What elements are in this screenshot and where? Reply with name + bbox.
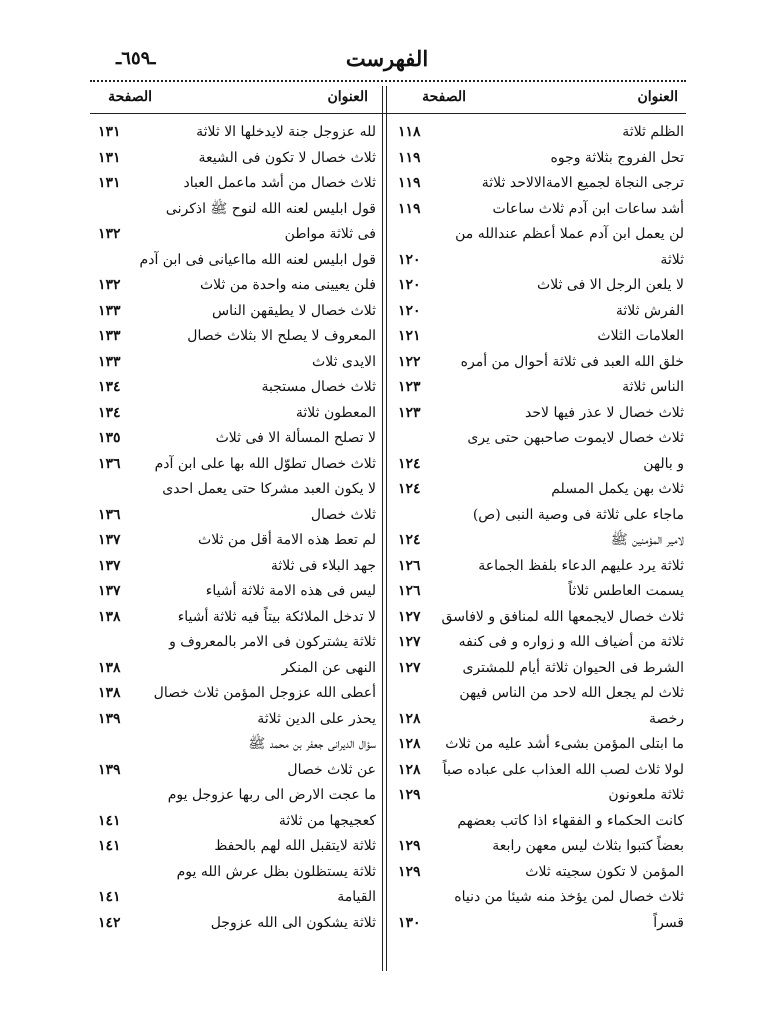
index-entry	[392, 120, 686, 146]
index-entry	[392, 273, 686, 299]
entry-title: جهد البلاء فى ثلاثة	[270, 557, 376, 574]
index-entry	[392, 605, 686, 631]
index-entry	[90, 375, 378, 401]
entry-page: ١٢٧	[398, 608, 421, 625]
index-entry	[392, 732, 686, 758]
page-title: الفهرست	[345, 46, 429, 71]
entry-title: ثلاثة	[660, 251, 684, 268]
entry-title: ثلاث بهن يكمل المسلم	[551, 481, 684, 497]
entry-title: لولا ثلاث لصب الله العذاب على عباده صباً	[442, 761, 684, 778]
index-entry	[392, 426, 686, 452]
index-entry	[392, 758, 686, 784]
column-divider	[382, 86, 383, 971]
entry-page: ١٣٦	[98, 506, 121, 523]
index-entry	[90, 911, 378, 937]
entry-title: ليس فى هذه الامة ثلاثة أشياء	[205, 583, 376, 599]
index-entry	[392, 911, 686, 937]
header-page-right: الصفحة	[422, 89, 466, 105]
index-entry	[90, 809, 378, 835]
entry-page: ١١٩	[398, 149, 421, 166]
entry-page: ١٣١	[98, 149, 121, 166]
entry-page: ١٢٦	[398, 583, 421, 599]
entry-page: ١٢٦	[398, 557, 421, 574]
entry-title: ثلاثة ملعونون	[608, 787, 684, 803]
entry-title: أعطى الله عزوجل المؤمن ثلاث خصال	[153, 685, 376, 701]
index-entry	[392, 528, 686, 554]
entry-title: ثلاث خصال	[310, 506, 376, 523]
entry-title: لله عزوجل جنة لايدخلها الا ثلاثة	[196, 124, 376, 140]
entry-page: ١٢٩	[398, 838, 421, 854]
entry-page: ١٣٨	[98, 685, 121, 701]
entry-title: كعجيجها من ثلاثة	[278, 812, 376, 829]
index-entry	[392, 171, 686, 197]
entry-page: ١٢٤	[398, 455, 421, 472]
entry-page: ١٣٣	[98, 328, 121, 344]
entry-title: ثلاث خصال تطوّل الله بها على ابن آدم	[154, 455, 376, 472]
index-entry	[392, 350, 686, 376]
entry-page: ١٣٦	[98, 455, 121, 472]
index-entry	[90, 197, 378, 223]
index-entry	[392, 885, 686, 911]
entry-title: يسمت العاطس ثلاثاً	[568, 583, 684, 599]
entry-page: ١٣٧	[98, 557, 121, 574]
entry-title: العلامات الثلاث	[597, 328, 684, 344]
entry-title: ما عجت الارض الى ربها عزوجل يوم	[167, 787, 376, 803]
entry-title: ثلاث خصال لايموت صاحبهن حتى يرى	[467, 430, 684, 446]
index-entry	[90, 120, 378, 146]
entry-page: ١٢٠	[398, 277, 421, 293]
index-entry	[90, 324, 378, 350]
entry-page: ١٢٠	[398, 251, 421, 268]
entry-page: ١٣٩	[98, 761, 121, 778]
entry-title: لا تدخل الملائكة بيتاً فيه ثلاثة أشياء	[177, 608, 376, 625]
index-entry	[90, 834, 378, 860]
entry-page: ١٢٠	[398, 302, 421, 319]
entry-title: ثلاثة لايتقبل الله لهم بالحفظ	[214, 838, 376, 854]
entry-title: الشرط فى الحيوان ثلاثة أيام للمشترى	[462, 659, 684, 676]
entry-page: ١١٨	[398, 124, 421, 140]
entry-title: قول ابليس لعنه الله لنوح ﷺ اذكرنى	[165, 200, 376, 217]
index-entry	[90, 707, 378, 733]
index-entry	[90, 783, 378, 809]
entry-title: عن ثلاث خصال	[287, 761, 376, 778]
index-entry	[90, 350, 378, 376]
entry-page: ١٣١	[98, 124, 121, 140]
entry-title: لن يعمل ابن آدم عملا أعظم عندالله من	[455, 226, 684, 242]
index-entry	[90, 273, 378, 299]
entry-title: لا يكون العبد مشركا حتى يعمل احدى	[162, 481, 376, 497]
entry-title: النهى عن المنكر	[281, 659, 376, 676]
index-entry	[90, 860, 378, 886]
entry-page: ١٢٣	[398, 404, 421, 421]
entry-title: قسراً	[653, 914, 684, 931]
entry-page: ١٣٧	[98, 532, 121, 548]
entry-title: لامير المؤمنين ﷺ	[610, 532, 684, 548]
index-entry	[90, 579, 378, 605]
entry-page: ١٣٣	[98, 302, 121, 319]
entry-page: ١٣٢	[98, 226, 121, 242]
index-entry	[90, 452, 378, 478]
entry-title: ثلاثة يستظلون بظل عرش الله يوم	[176, 863, 376, 880]
index-entry	[392, 452, 686, 478]
entry-title: يحذر على الدين ثلاثة	[257, 710, 376, 727]
entry-title: ثلاث خصال لا عذر فيها لاحد	[525, 404, 684, 421]
entry-title: ثلاثة يشكون الى الله عزوجل	[210, 914, 376, 931]
entry-title: ثلاث خصال لا تكون فى الشيعة	[198, 149, 376, 166]
page-number: ـ٦٥٩ـ	[116, 48, 156, 69]
entry-title: ماجاء على ثلاثة فى وصية النبى (ص)	[472, 506, 684, 523]
index-entry	[392, 299, 686, 325]
entry-title: سؤال الديرانى جعفر بن محمد ﷺ	[248, 736, 376, 752]
entry-page: ١٢١	[398, 328, 421, 344]
header-title-left: العنوان	[327, 89, 368, 105]
entry-title: المؤمن لا تكون سجيته ثلاث	[525, 863, 684, 880]
entry-title: الظلم ثلاثة	[622, 124, 684, 140]
entry-page: ١٢٤	[398, 532, 421, 548]
index-entry	[90, 732, 378, 758]
index-entry	[90, 554, 378, 580]
index-entry	[392, 503, 686, 529]
index-entry	[90, 605, 378, 631]
column-divider-inner	[386, 86, 387, 971]
index-entry	[392, 783, 686, 809]
entry-title: الناس ثلاثة	[622, 379, 684, 395]
entry-title: لم تعط هذه الامة أقل من ثلاث	[198, 532, 376, 548]
entry-page: ١٣٨	[98, 608, 121, 625]
entry-title: القيامة	[337, 889, 376, 905]
entry-title: بعضاً كتبوا بثلاث ليس معهن رابعة	[492, 838, 684, 854]
entry-title: فى ثلاثة مواطن	[284, 226, 376, 242]
entry-page: ١٢٨	[398, 736, 421, 752]
entry-page: ١٣٣	[98, 353, 121, 370]
index-entry	[392, 222, 686, 248]
index-entry	[90, 630, 378, 656]
entry-title: تحل الفروج بثلاثة وجوه	[550, 149, 684, 166]
index-entry	[392, 681, 686, 707]
index-entry	[392, 248, 686, 274]
entry-title: ثلاثة من أضياف الله و زواره و فى كنفه	[458, 634, 684, 650]
entry-page: ١٣٤	[98, 379, 121, 395]
entry-page: ١٤١	[98, 838, 121, 854]
index-entry	[90, 299, 378, 325]
index-entry	[392, 656, 686, 682]
entry-title: أشد ساعات ابن آدم ثلاث ساعات	[492, 200, 684, 217]
entry-title: ما ابتلى المؤمن بشىء أشد عليه من ثلاث	[445, 736, 684, 752]
index-entry	[392, 324, 686, 350]
index-entry	[90, 248, 378, 274]
index-entry	[90, 503, 378, 529]
entry-page: ١٣٧	[98, 583, 121, 599]
entry-page: ١٢٧	[398, 634, 421, 650]
entry-title: ثلاث خصال لمن يؤخذ منه شيئا من دنياه	[454, 889, 684, 905]
entry-page: ١٣٠	[398, 914, 421, 931]
entry-page: ١٣٢	[98, 277, 121, 293]
entry-title: الفرش ثلاثة	[615, 302, 684, 319]
entry-page: ١١٩	[398, 200, 421, 217]
table-header	[90, 86, 686, 112]
dotted-rule	[90, 80, 686, 82]
index-entry	[392, 809, 686, 835]
entry-page: ١٢٣	[398, 379, 421, 395]
index-entry	[90, 477, 378, 503]
entry-page: ١٤١	[98, 889, 121, 905]
header-rule	[90, 113, 686, 114]
entry-page: ١٢٩	[398, 787, 421, 803]
entry-page: ١٢٤	[398, 481, 421, 497]
entry-title: لا تصلح المسألة الا فى ثلاث	[215, 430, 376, 446]
entry-title: كانت الحكماء و الفقهاء اذا كاتب بعضهم	[457, 812, 684, 829]
entry-title: لا يلعن الرجل الا فى ثلاث	[537, 277, 684, 293]
index-entry	[90, 885, 378, 911]
index-entry	[90, 426, 378, 452]
right-column	[392, 120, 686, 936]
index-entry	[392, 401, 686, 427]
entry-page: ١١٩	[398, 175, 421, 191]
entry-title: ثلاثة يشتركون فى الامر بالمعروف و	[169, 634, 376, 650]
index-entry	[392, 146, 686, 172]
index-entry	[392, 860, 686, 886]
index-entry	[392, 707, 686, 733]
entry-title: رخصة	[648, 710, 684, 727]
entry-page: ١٢٨	[398, 761, 421, 778]
entry-title: ثلاث خصال لايجمعها الله لمنافق و لافاسق	[441, 608, 684, 625]
index-entry	[90, 146, 378, 172]
index-entry	[90, 656, 378, 682]
entry-title: ثلاث لم يجعل الله لاحد من الناس فيهن	[459, 685, 684, 701]
index-entry	[392, 630, 686, 656]
entry-page: ١٣٤	[98, 404, 121, 421]
index-entry	[392, 554, 686, 580]
entry-title: ترجى النجاة لجميع الامةالالاحد ثلاثة	[481, 175, 684, 191]
index-entry	[90, 758, 378, 784]
index-entry	[392, 197, 686, 223]
header-page-left: الصفحة	[108, 89, 152, 105]
entry-page: ١٢٨	[398, 710, 421, 727]
index-entry	[392, 477, 686, 503]
index-entry	[90, 528, 378, 554]
entry-page: ١٢٢	[398, 353, 421, 370]
entry-title: و بالهن	[643, 455, 684, 472]
entry-title: فلن يعيينى منه واحدة من ثلاث	[199, 277, 376, 293]
index-entry	[392, 579, 686, 605]
entry-page: ١٣٩	[98, 710, 121, 727]
index-entry	[392, 834, 686, 860]
index-entry	[90, 401, 378, 427]
index-entry	[90, 222, 378, 248]
entry-page: ١٢٩	[398, 863, 421, 880]
entry-page: ١٣٥	[98, 430, 121, 446]
index-entry	[392, 375, 686, 401]
entry-page: ١٣٨	[98, 659, 121, 676]
entry-title: قول ابليس لعنه الله مااعيانى فى ابن آدم	[139, 251, 376, 268]
entry-page: ١٢٧	[398, 659, 421, 676]
entry-title: ثلاثة يرد عليهم الدعاء بلفظ الجماعة	[478, 557, 684, 574]
index-entry	[90, 681, 378, 707]
entry-page: ١٤٢	[98, 914, 121, 931]
entry-title: ثلاث خصال من أشد ماعمل العباد	[183, 175, 376, 191]
left-column	[90, 120, 378, 936]
index-entry	[90, 171, 378, 197]
entry-title: ثلاث خصال لا يطيقهن الناس	[212, 302, 376, 319]
entry-title: ثلاث خصال مستجبة	[261, 379, 376, 395]
entry-title: المعروف لا يصلح الا بثلاث خصال	[187, 328, 376, 344]
entry-title: خلق الله العبد فى ثلاثة أحوال من أمره	[460, 353, 684, 370]
entry-page: ١٤١	[98, 812, 121, 829]
entry-title: المعطون ثلاثة	[295, 404, 376, 421]
entry-title: الايدى ثلاث	[312, 353, 376, 370]
entry-page: ١٣١	[98, 175, 121, 191]
header-title-right: العنوان	[637, 89, 678, 105]
